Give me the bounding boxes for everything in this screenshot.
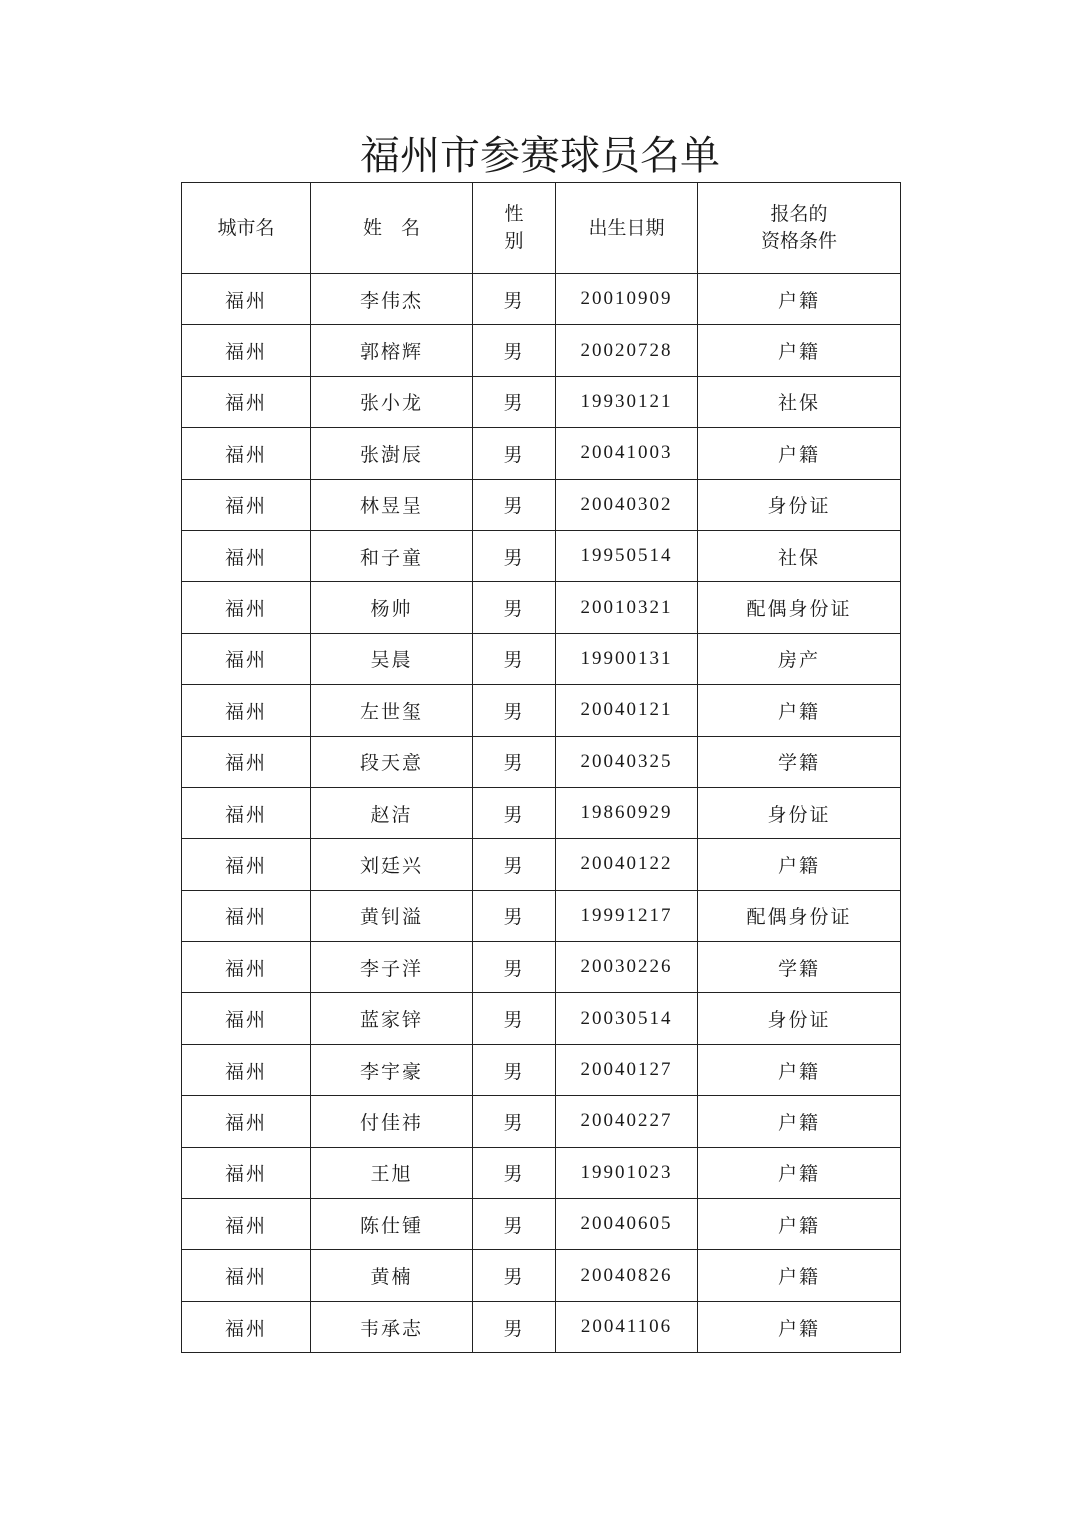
cell-qualification: 身份证 — [698, 479, 901, 530]
header-city-label: 城市名 — [217, 216, 275, 239]
table-row — [182, 633, 901, 684]
cell-name: 陈仕锺 — [311, 1199, 473, 1250]
cell-city: 福州 — [182, 1199, 311, 1250]
header-qualification — [698, 183, 901, 274]
cell-name: 李子洋 — [311, 942, 473, 993]
header-qual-line1: 报名的 — [770, 203, 828, 225]
cell-gender: 男 — [473, 942, 556, 993]
cell-gender: 男 — [473, 479, 556, 530]
header-dob — [556, 183, 698, 274]
cell-gender: 男 — [473, 839, 556, 890]
cell-gender: 男 — [473, 1147, 556, 1198]
cell-city: 福州 — [182, 582, 311, 633]
cell-city: 福州 — [182, 1096, 311, 1147]
table-row — [182, 582, 901, 633]
cell-dob: 20040302 — [556, 479, 698, 530]
cell-city: 福州 — [182, 993, 311, 1044]
cell-dob: 19991217 — [556, 890, 698, 941]
header-name-label: 姓 名 — [362, 216, 420, 239]
page-title: 福州市参赛球员名单 — [360, 133, 720, 179]
table-row — [182, 530, 901, 581]
cell-city: 福州 — [182, 274, 311, 325]
table-row — [182, 993, 901, 1044]
cell-dob: 20040605 — [556, 1199, 698, 1250]
cell-name: 郭榕辉 — [311, 325, 473, 376]
cell-qualification: 配偶身份证 — [698, 582, 901, 633]
table-row — [182, 479, 901, 530]
cell-gender: 男 — [473, 685, 556, 736]
cell-dob: 20010321 — [556, 582, 698, 633]
cell-qualification: 户籍 — [698, 1250, 901, 1301]
cell-name: 段天意 — [311, 736, 473, 787]
cell-qualification: 户籍 — [698, 1147, 901, 1198]
cell-dob: 20020728 — [556, 325, 698, 376]
cell-qualification: 户籍 — [698, 428, 901, 479]
cell-qualification: 户籍 — [698, 839, 901, 890]
cell-qualification: 身份证 — [698, 993, 901, 1044]
cell-dob: 20041003 — [556, 428, 698, 479]
cell-dob: 20040826 — [556, 1250, 698, 1301]
cell-gender: 男 — [473, 325, 556, 376]
table-row — [182, 1096, 901, 1147]
header-city — [182, 183, 311, 274]
cell-qualification: 户籍 — [698, 1044, 901, 1095]
cell-qualification: 社保 — [698, 530, 901, 581]
table-row — [182, 1199, 901, 1250]
cell-city: 福州 — [182, 839, 311, 890]
cell-dob: 19950514 — [556, 530, 698, 581]
table-row — [182, 1147, 901, 1198]
cell-name: 杨帅 — [311, 582, 473, 633]
table-row — [182, 890, 901, 941]
cell-dob: 20030226 — [556, 942, 698, 993]
table-row — [182, 787, 901, 838]
cell-city: 福州 — [182, 942, 311, 993]
cell-dob: 20040122 — [556, 839, 698, 890]
table-row — [182, 325, 901, 376]
cell-dob: 20040325 — [556, 736, 698, 787]
cell-qualification: 户籍 — [698, 274, 901, 325]
cell-qualification: 户籍 — [698, 1199, 901, 1250]
cell-dob: 20030514 — [556, 993, 698, 1044]
cell-city: 福州 — [182, 530, 311, 581]
table-row — [182, 1301, 901, 1352]
cell-dob: 20040127 — [556, 1044, 698, 1095]
cell-gender: 男 — [473, 1199, 556, 1250]
cell-gender: 男 — [473, 633, 556, 684]
cell-name: 蓝家锌 — [311, 993, 473, 1044]
cell-qualification: 户籍 — [698, 685, 901, 736]
cell-name: 和子童 — [311, 530, 473, 581]
table-row — [182, 942, 901, 993]
cell-dob: 20010909 — [556, 274, 698, 325]
cell-qualification: 户籍 — [698, 1096, 901, 1147]
table-row — [182, 376, 901, 427]
table-row — [182, 1250, 901, 1301]
table-row — [182, 685, 901, 736]
cell-name: 张澍辰 — [311, 428, 473, 479]
cell-name: 张小龙 — [311, 376, 473, 427]
cell-dob: 19930121 — [556, 376, 698, 427]
cell-city: 福州 — [182, 479, 311, 530]
cell-gender: 男 — [473, 376, 556, 427]
cell-city: 福州 — [182, 1147, 311, 1198]
table-row — [182, 1044, 901, 1095]
cell-qualification: 房产 — [698, 633, 901, 684]
cell-name: 李宇豪 — [311, 1044, 473, 1095]
cell-gender: 男 — [473, 1250, 556, 1301]
cell-gender: 男 — [473, 1044, 556, 1095]
cell-name: 李伟杰 — [311, 274, 473, 325]
table-row — [182, 736, 901, 787]
cell-city: 福州 — [182, 376, 311, 427]
cell-city: 福州 — [182, 1301, 311, 1352]
cell-name: 黄楠 — [311, 1250, 473, 1301]
header-gender-line1: 性 — [504, 203, 524, 225]
cell-gender: 男 — [473, 736, 556, 787]
cell-name: 韦承志 — [311, 1301, 473, 1352]
header-gender-line2: 别 — [504, 230, 524, 252]
cell-dob: 20040227 — [556, 1096, 698, 1147]
cell-gender: 男 — [473, 530, 556, 581]
table-body — [182, 274, 901, 1353]
table-row — [182, 839, 901, 890]
cell-qualification: 身份证 — [698, 787, 901, 838]
cell-gender: 男 — [473, 787, 556, 838]
cell-gender: 男 — [473, 274, 556, 325]
cell-city: 福州 — [182, 325, 311, 376]
player-roster-table — [181, 182, 901, 1353]
cell-name: 王旭 — [311, 1147, 473, 1198]
cell-name: 付佳祎 — [311, 1096, 473, 1147]
cell-dob: 20040121 — [556, 685, 698, 736]
cell-qualification: 户籍 — [698, 1301, 901, 1352]
cell-name: 林昱呈 — [311, 479, 473, 530]
cell-qualification: 社保 — [698, 376, 901, 427]
cell-dob: 20041106 — [556, 1301, 698, 1352]
cell-gender: 男 — [473, 582, 556, 633]
header-gender — [473, 183, 556, 274]
cell-city: 福州 — [182, 633, 311, 684]
cell-name: 吴晨 — [311, 633, 473, 684]
cell-name: 左世玺 — [311, 685, 473, 736]
cell-dob: 19860929 — [556, 787, 698, 838]
cell-city: 福州 — [182, 428, 311, 479]
cell-city: 福州 — [182, 787, 311, 838]
cell-city: 福州 — [182, 1044, 311, 1095]
cell-city: 福州 — [182, 890, 311, 941]
cell-city: 福州 — [182, 736, 311, 787]
cell-name: 刘廷兴 — [311, 839, 473, 890]
table-header-row — [182, 183, 901, 274]
cell-qualification: 学籍 — [698, 942, 901, 993]
header-dob-label: 出生日期 — [588, 216, 665, 239]
cell-gender: 男 — [473, 428, 556, 479]
cell-dob: 19900131 — [556, 633, 698, 684]
cell-gender: 男 — [473, 993, 556, 1044]
header-name — [311, 183, 473, 274]
table-row — [182, 274, 901, 325]
cell-gender: 男 — [473, 1096, 556, 1147]
cell-name: 黄钊溢 — [311, 890, 473, 941]
cell-name: 赵洁 — [311, 787, 473, 838]
header-qual-line2: 资格条件 — [760, 230, 837, 252]
cell-gender: 男 — [473, 1301, 556, 1352]
cell-qualification: 配偶身份证 — [698, 890, 901, 941]
cell-city: 福州 — [182, 1250, 311, 1301]
cell-qualification: 户籍 — [698, 325, 901, 376]
table-row — [182, 428, 901, 479]
cell-gender: 男 — [473, 890, 556, 941]
cell-city: 福州 — [182, 685, 311, 736]
cell-dob: 19901023 — [556, 1147, 698, 1198]
cell-qualification: 学籍 — [698, 736, 901, 787]
